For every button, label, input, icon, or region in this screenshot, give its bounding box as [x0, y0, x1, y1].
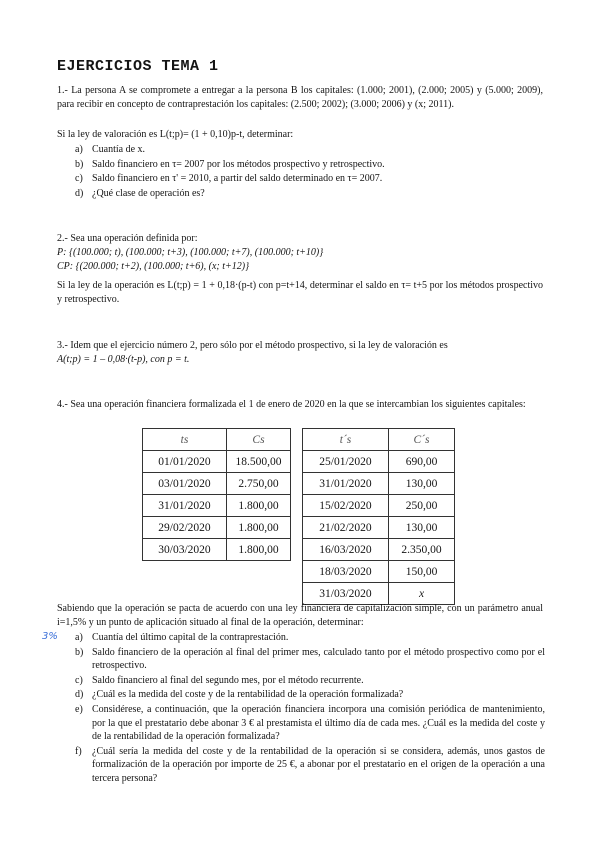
- table-cell: 01/01/2020: [143, 451, 227, 473]
- ex2-p-set: P: {(100.000; t), (100.000; t+3), (100.000; t+7), (100.000; t+10)}: [57, 247, 324, 258]
- list-item: [75, 688, 545, 702]
- table-cell: 15/02/2020: [303, 495, 389, 517]
- table-cell: 31/01/2020: [143, 495, 227, 517]
- table-cell: 25/01/2020: [303, 451, 389, 473]
- item-label: c): [75, 173, 83, 185]
- table-cell: 130,00: [389, 473, 455, 495]
- table-cell: 16/03/2020: [303, 539, 389, 561]
- table-header-row: [303, 429, 455, 451]
- table-cell: 29/02/2020: [143, 517, 227, 539]
- capitals-table-1: [142, 428, 291, 561]
- list-item: [75, 172, 545, 186]
- table-row: [143, 451, 291, 473]
- table-cell: 21/02/2020: [303, 517, 389, 539]
- table-row: [143, 495, 291, 517]
- table-cell: 1.800,00: [227, 517, 291, 539]
- table-row: [303, 451, 455, 473]
- table-cell: 18.500,00: [227, 451, 291, 473]
- table-cell: 130,00: [389, 517, 455, 539]
- table-cell: 2.750,00: [227, 473, 291, 495]
- table-row: [303, 495, 455, 517]
- item-label: f): [75, 745, 82, 757]
- ex2-law: Si la ley de la operación es L(t;p) = 1 + 0,18·(p-t) con p=t+14, determinar el saldo en τ= t+5 por los métodos prospectivo y retrospectivo.: [57, 280, 543, 305]
- ex2-cp-set: CP: {(200.000; t+2), (100.000; t+6), (x; t+12)}: [57, 261, 250, 272]
- list-item: [75, 703, 545, 744]
- item-text: Saldo financiero de la operación al final del primer mes, calculado tanto por el método prospectivo como por el retrospectivo.: [92, 646, 545, 672]
- item-text: Saldo financiero al final del segundo mes, por el método recurrente.: [92, 674, 364, 686]
- item-label: a): [75, 144, 83, 155]
- table-cell: 03/01/2020: [143, 473, 227, 495]
- capitals-table-2: [302, 428, 455, 605]
- table-cell: x: [389, 583, 455, 605]
- list-item: [75, 745, 545, 786]
- list-item: [75, 158, 545, 172]
- item-text: ¿Cuál sería la medida del coste y de la rentabilidad de la operación si se considera, además, unos gastos de formalización de la operación por importe de 25 €, a abonar por el prestatario en el origen de la operación a una tercera persona?: [92, 745, 545, 784]
- table-row: [303, 473, 455, 495]
- ex3-line1: 3.- Idem que el ejercicio número 2, pero sólo por el método prospectivo, si la ley de valoración es: [57, 340, 448, 351]
- item-label: b): [75, 646, 84, 658]
- column-header: ts: [143, 429, 227, 451]
- table-row: [143, 517, 291, 539]
- table-row: [143, 473, 291, 495]
- list-item: [75, 646, 545, 673]
- table-cell: 150,00: [389, 561, 455, 583]
- table-cell: 690,00: [389, 451, 455, 473]
- ex3-line2: A(t;p) = 1 – 0,08·(t-p), con p = t.: [57, 354, 190, 365]
- ex1-law: Si la ley de valoración es L(t;p)= (1 + 0,10)p-t, determinar:: [57, 129, 294, 140]
- list-item: [75, 187, 545, 201]
- table-row: [303, 517, 455, 539]
- item-label: a): [75, 632, 83, 643]
- item-label: c): [75, 674, 83, 686]
- list-item: [75, 143, 545, 157]
- item-text: Saldo financiero en τ= 2007 por los métodos prospectivo y retrospectivo.: [92, 158, 385, 170]
- item-label: b): [75, 158, 84, 170]
- item-text: ¿Cuál es la medida del coste y de la rentabilidad de la operación formalizada?: [92, 689, 404, 701]
- ex4-items: [75, 631, 545, 786]
- ex1-items: [75, 143, 545, 200]
- item-label: e): [75, 703, 83, 715]
- table-header-row: [143, 429, 291, 451]
- table-row: [143, 539, 291, 561]
- column-header: C´s: [389, 429, 455, 451]
- table-row: [303, 539, 455, 561]
- handwritten-note: 3%: [42, 631, 58, 642]
- table-cell: 31/03/2020: [303, 583, 389, 605]
- document-title: EJERCICIOS TEMA 1: [57, 58, 219, 75]
- table-cell: 2.350,00: [389, 539, 455, 561]
- ex4-text: Sabiendo que la operación se pacta de acuerdo con una ley financiera de capitalización simple, con un parámetro anual i=1,5% y un punto de aplicación situado al final de la operación, determinar:: [57, 603, 543, 628]
- table-cell: 1.800,00: [227, 495, 291, 517]
- list-item: [75, 631, 545, 645]
- item-text: Cuantía de x.: [92, 144, 146, 155]
- table-cell: 250,00: [389, 495, 455, 517]
- table-cell: 18/03/2020: [303, 561, 389, 583]
- table-cell: 31/01/2020: [303, 473, 389, 495]
- table-cell: 1.800,00: [227, 539, 291, 561]
- list-item: [75, 674, 545, 688]
- item-text: Saldo financiero en τ' = 2010, a partir del saldo determinado en τ= 2007.: [92, 173, 383, 185]
- table-cell: 30/03/2020: [143, 539, 227, 561]
- column-header: Cs: [227, 429, 291, 451]
- ex4-intro: 4.- Sea una operación financiera formalizada el 1 de enero de 2020 en la que se intercambian los siguientes capitales:: [57, 399, 526, 410]
- item-label: d): [75, 187, 84, 199]
- item-text: ¿Qué clase de operación es?: [92, 187, 205, 199]
- item-text: Cuantía del último capital de la contraprestación.: [92, 632, 289, 643]
- item-text: Considérese, a continuación, que la operación financiera incorpora una comisión periódica de mantenimiento, por la que el prestatario debe abonar 3 € al prestamista el último día de cada mes. ¿Cuál es la medida del coste y de la rentabilidad de la operación formalizada?: [92, 703, 545, 743]
- item-label: d): [75, 689, 84, 701]
- column-header: t´s: [303, 429, 389, 451]
- table-row: [303, 561, 455, 583]
- ex2-intro: 2.- Sea una operación definida por:: [57, 233, 198, 244]
- ex1-intro: 1.- La persona A se compromete a entregar a la persona B los capitales: (1.000; 2001), (2.000; 2005) y (5.000; 2009), para recibir en concepto de contraprestación los capitales: (2.500; 2002); (3.000; 2006) y (x; 2011).: [57, 85, 543, 110]
